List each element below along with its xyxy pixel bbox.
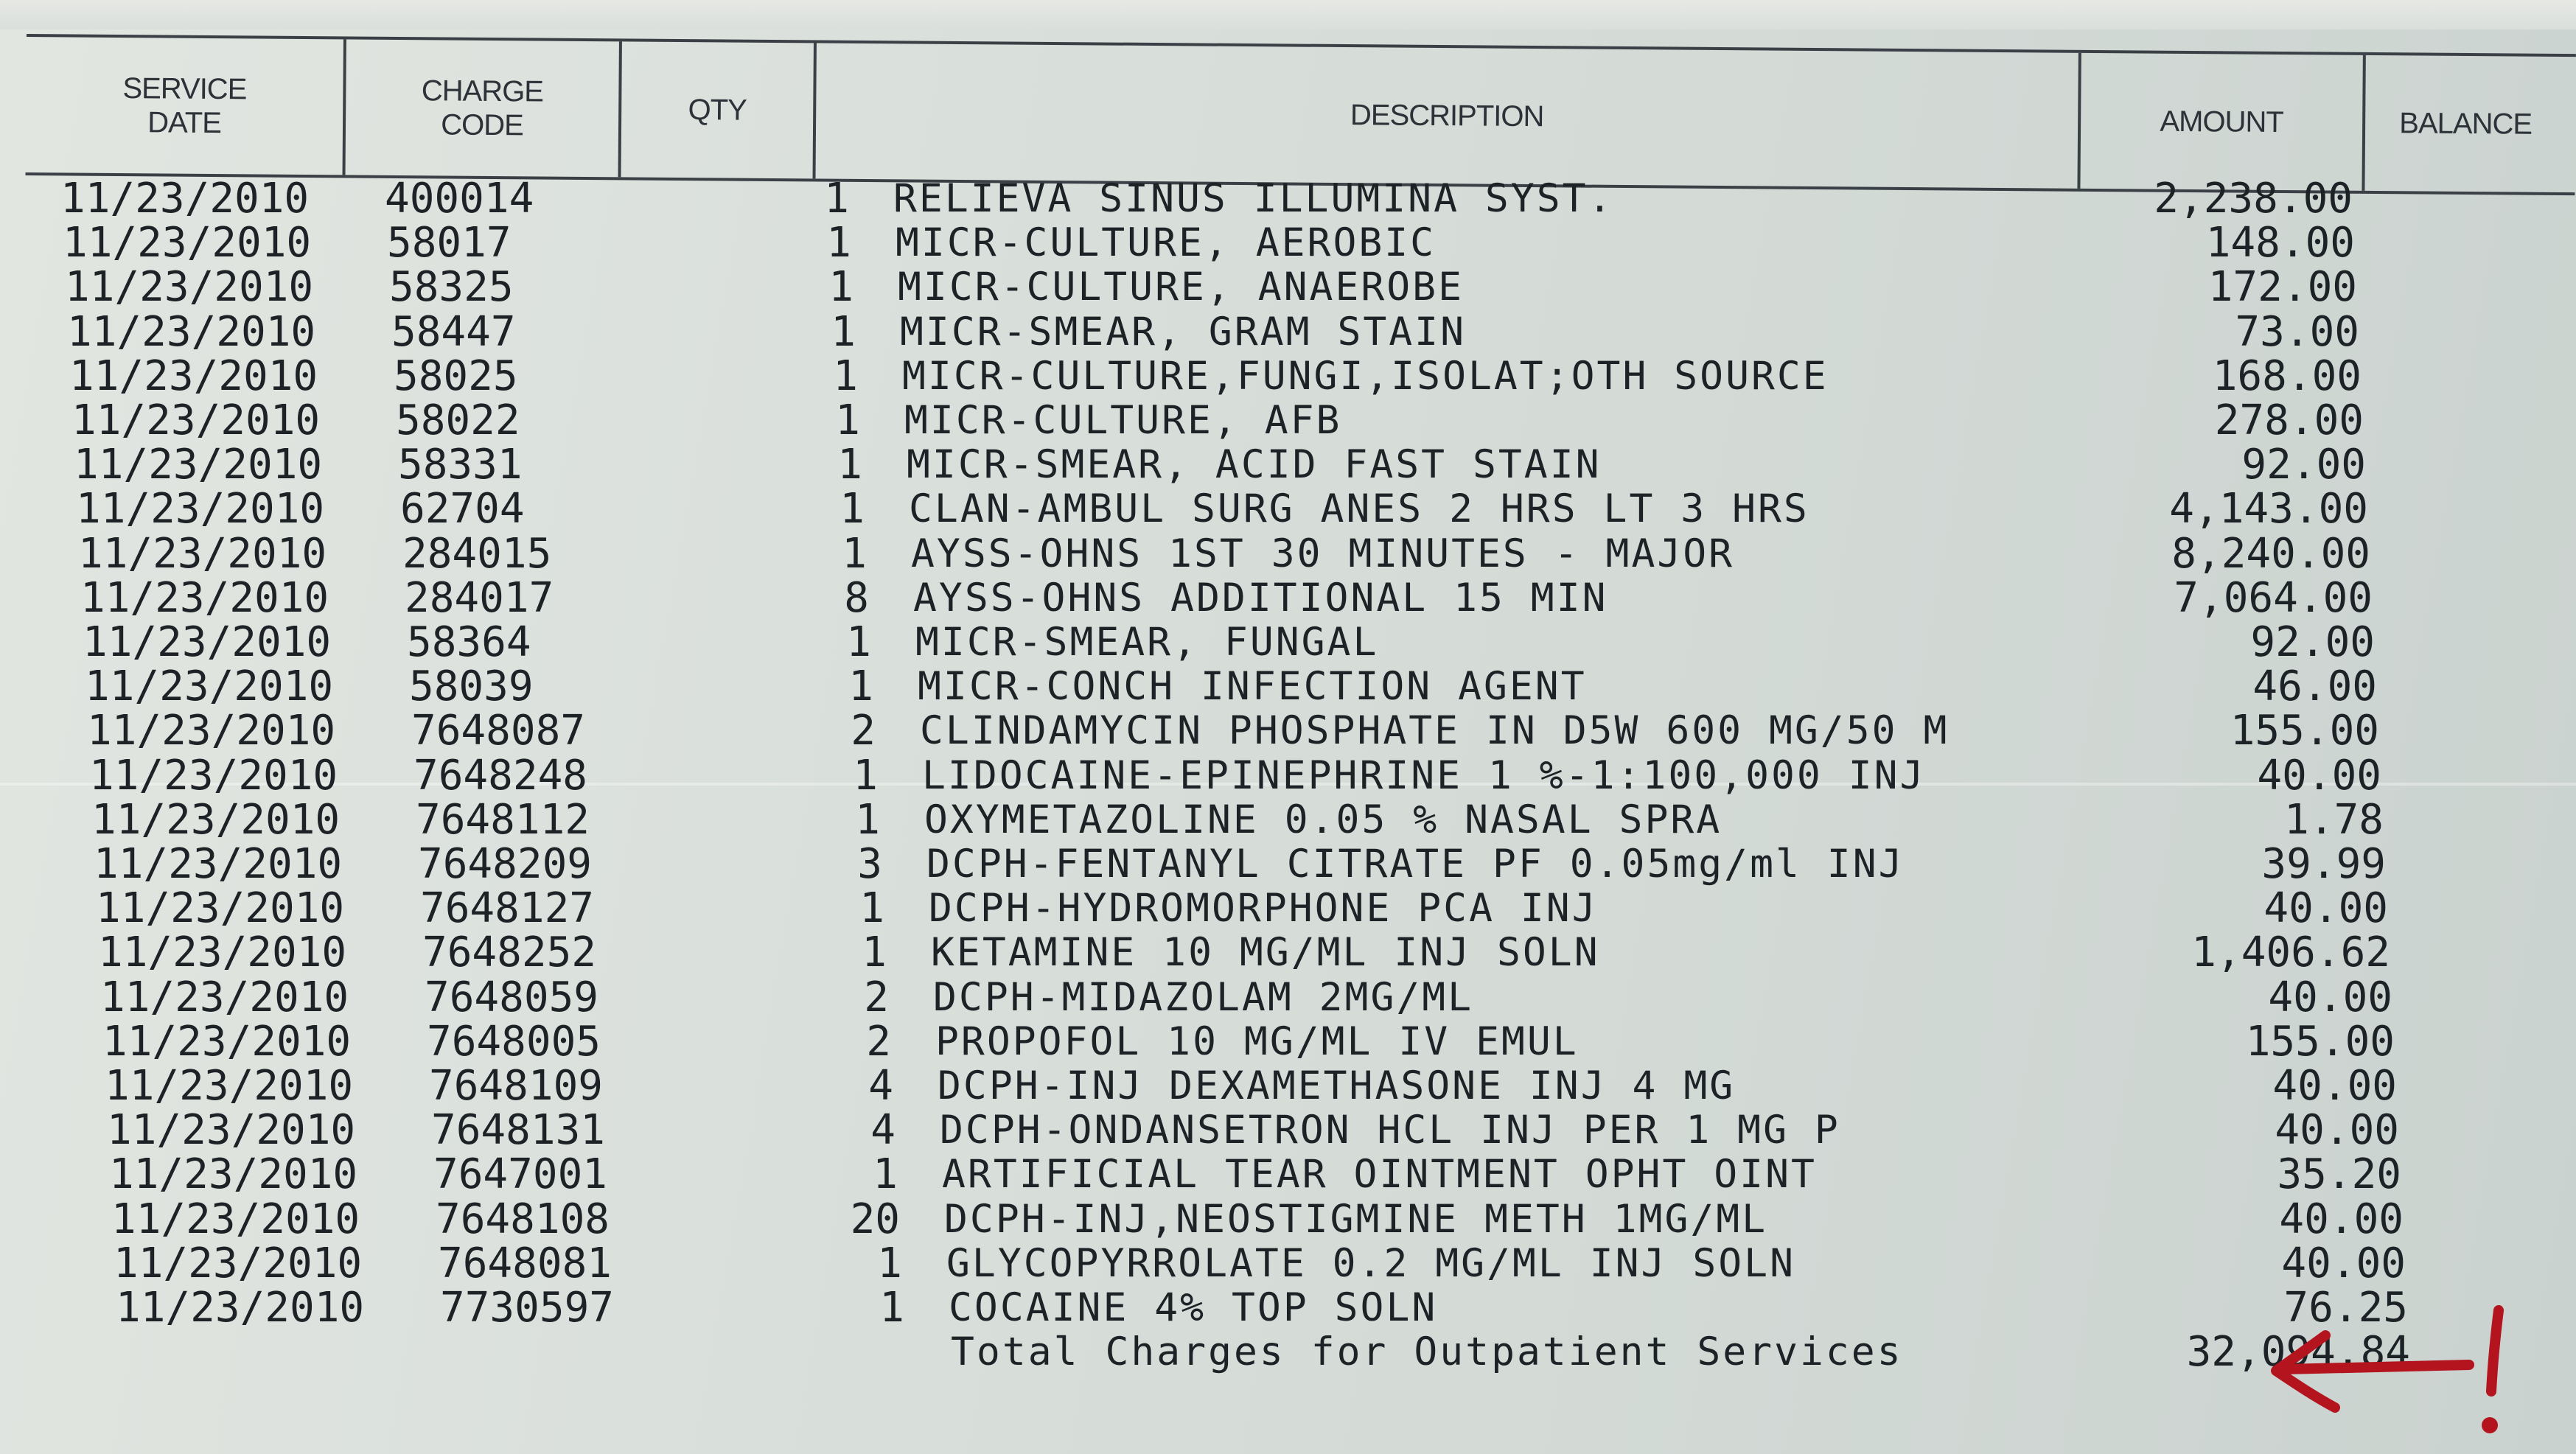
table-row	[94, 842, 2576, 887]
header-amount: AMOUNT	[2160, 105, 2283, 139]
charge-code-cell: 58022	[396, 396, 520, 444]
description-cell: AYSS-OHNS 1ST 30 MINUTES - MAJOR	[911, 531, 1735, 576]
table-row	[96, 884, 2576, 933]
amount-cell: 76.25	[2283, 1284, 2408, 1332]
description-cell: LIDOCAINE-EPINEPHRINE 1 %-1:100,000 INJ	[922, 752, 1926, 798]
table-row	[74, 443, 2576, 487]
service-date-cell: 11/23/2010	[71, 396, 321, 444]
table-row	[114, 1239, 2576, 1287]
description-cell: OXYMETAZOLINE 0.05 % NASAL SPRA	[924, 797, 1722, 842]
amount-cell: 40.00	[2268, 973, 2392, 1021]
service-date-cell: 11/23/2010	[87, 707, 336, 755]
description-cell: MICR-SMEAR, ACID FAST STAIN	[907, 442, 1602, 488]
description-cell: DCPH-ONDANSETRON HCL INJ PER 1 MG P	[940, 1108, 1840, 1153]
qty-cell: 1	[824, 175, 849, 223]
service-date-cell: 11/23/2010	[63, 219, 312, 268]
description-cell: KETAMINE 10 MG/ML INJ SOLN	[931, 930, 1600, 976]
amount-cell: 4,143.00	[2169, 485, 2368, 534]
table-row	[89, 751, 2576, 800]
left-arrow-icon	[2276, 1335, 2469, 1408]
qty-cell: 1	[855, 795, 880, 844]
service-date-cell: 11/23/2010	[83, 618, 332, 666]
amount-cell: 92.00	[2241, 441, 2366, 489]
description-cell: RELIEVA SINUS ILLUMINA SYST.	[893, 176, 1614, 221]
table-row	[102, 1017, 2576, 1066]
charge-code-cell: 58364	[407, 618, 531, 666]
amount-cell: 40.00	[2263, 884, 2388, 933]
charge-code-cell: 7648059	[425, 973, 599, 1021]
amount-cell: 40.00	[2279, 1195, 2404, 1243]
qty-cell: 4	[868, 1062, 893, 1110]
table-row	[67, 307, 2576, 356]
service-date-cell: 11/23/2010	[65, 263, 314, 312]
description-cell: MICR-SMEAR, GRAM STAIN	[900, 309, 1466, 354]
total-amount: 32,094.84	[2186, 1328, 2410, 1377]
charge-code-cell: 7647001	[433, 1150, 608, 1199]
qty-cell: 2	[864, 973, 889, 1021]
service-date-cell: 11/23/2010	[96, 884, 345, 933]
charge-code-cell: 7648252	[422, 929, 597, 977]
table-row	[80, 573, 2576, 622]
service-date-cell: 11/23/2010	[111, 1195, 360, 1243]
header-charge-code: CHARGE CODE	[421, 74, 544, 142]
qty-cell: 1	[859, 884, 884, 933]
amount-cell: 40.00	[2272, 1062, 2397, 1110]
charge-code-cell: 7648209	[418, 840, 593, 888]
description-cell: CLAN-AMBUL SURG ANES 2 HRS LT 3 HRS	[909, 486, 1809, 532]
description-cell: GLYCOPYRROLATE 0.2 MG/ML INJ SOLN	[946, 1240, 1795, 1286]
header-service-date: SERVICE DATE	[122, 72, 247, 140]
amount-cell: 2,238.00	[2154, 175, 2353, 223]
charge-code-cell: 7648108	[436, 1195, 610, 1243]
amount-cell: 8,240.00	[2171, 529, 2370, 578]
charge-code-cell: 7730597	[440, 1284, 615, 1332]
qty-cell: 1	[879, 1284, 904, 1332]
service-date-cell: 11/23/2010	[114, 1239, 363, 1287]
service-date-cell: 11/23/2010	[85, 663, 334, 711]
table-row	[71, 396, 2576, 444]
charge-code-cell: 58017	[387, 219, 512, 268]
header-balance: BALANCE	[2399, 107, 2533, 141]
charge-code-cell: 7648248	[413, 751, 588, 800]
amount-cell: 46.00	[2252, 663, 2377, 711]
qty-cell: 20	[850, 1195, 900, 1243]
service-date-cell: 11/23/2010	[69, 352, 318, 400]
service-date-cell: 11/23/2010	[74, 441, 323, 489]
charge-code-cell: 62704	[400, 485, 525, 534]
service-date-cell: 11/23/2010	[98, 929, 347, 977]
description-cell: MICR-CULTURE, AFB	[904, 398, 1342, 443]
qty-cell: 2	[866, 1017, 891, 1066]
description-cell: MICR-CULTURE, ANAEROBE	[898, 265, 1464, 310]
qty-cell: 1	[828, 263, 854, 312]
amount-cell: 148.00	[2205, 219, 2355, 268]
service-date-cell: 11/23/2010	[91, 795, 341, 844]
description-cell: DCPH-MIDAZOLAM 2MG/ML	[933, 974, 1474, 1020]
table-row	[83, 618, 2576, 666]
qty-cell: 1	[846, 618, 871, 666]
service-date-cell: 11/23/2010	[67, 307, 316, 356]
qty-cell: 4	[870, 1106, 896, 1155]
qty-cell: 2	[851, 707, 876, 755]
description-cell: MICR-CULTURE,FUNGI,ISOLAT;OTH SOURCE	[902, 353, 1829, 399]
amount-cell: 1.78	[2284, 795, 2384, 844]
description-cell: MICR-CULTURE, AEROBIC	[896, 220, 1437, 266]
description-cell: DCPH-INJ,NEOSTIGMINE METH 1MG/ML	[944, 1196, 1768, 1242]
qty-cell: 1	[835, 396, 860, 444]
total-label: Total Charges for Outpatient Services	[951, 1329, 1903, 1375]
charge-code-cell: 7648109	[429, 1062, 604, 1110]
service-date-cell: 11/23/2010	[89, 751, 338, 800]
charge-code-cell: 7648127	[420, 884, 595, 933]
service-date-cell: 11/23/2010	[102, 1017, 352, 1066]
table-row	[107, 1108, 2576, 1153]
table-row	[100, 973, 2576, 1021]
charge-code-cell: 7648112	[416, 795, 590, 844]
table-row	[91, 795, 2576, 844]
description-cell: COCAINE 4% TOP SOLN	[949, 1285, 1438, 1330]
amount-cell: 1,406.62	[2191, 929, 2390, 977]
charge-code-cell: 7648131	[431, 1106, 606, 1155]
service-date-cell: 11/23/2010	[60, 175, 310, 223]
amount-cell: 40.00	[2257, 751, 2381, 800]
table-row	[60, 177, 2576, 221]
header-qty: QTY	[688, 94, 747, 127]
service-date-cell: 11/23/2010	[76, 485, 325, 534]
service-date-cell: 11/23/2010	[107, 1106, 356, 1155]
qty-cell: 3	[857, 840, 882, 888]
description-cell: MICR-CONCH INFECTION AGENT	[918, 664, 1587, 710]
description-cell: ARTIFICIAL TEAR OINTMENT OPHT OINT	[942, 1152, 1817, 1198]
amount-cell: 35.20	[2277, 1150, 2401, 1199]
charge-code-cell: 58447	[391, 307, 516, 356]
description-cell: PROPOFOL 10 MG/ML IV EMUL	[935, 1018, 1579, 1064]
service-date-cell: 11/23/2010	[80, 573, 329, 622]
amount-cell: 40.00	[2281, 1239, 2406, 1287]
qty-cell: 1	[848, 663, 873, 711]
charge-code-cell: 284015	[402, 529, 552, 578]
description-cell: DCPH-FENTANYL CITRATE PF 0.05mg/ml INJ	[926, 842, 1905, 887]
description-cell: MICR-SMEAR, FUNGAL	[915, 620, 1379, 665]
amount-cell: 73.00	[2235, 307, 2359, 356]
charge-code-cell: 58025	[394, 352, 518, 400]
amount-cell: 278.00	[2214, 396, 2364, 444]
table-row	[98, 931, 2576, 975]
total-row	[118, 1328, 2576, 1377]
qty-cell: 1	[853, 751, 878, 800]
table-row	[87, 709, 2576, 753]
table-row	[78, 529, 2576, 578]
description-cell: DCPH-HYDROMORPHONE PCA INJ	[929, 886, 1598, 932]
qty-cell: 1	[837, 441, 862, 489]
qty-cell: 1	[842, 529, 867, 578]
header-description: DESCRIPTION	[1350, 99, 1544, 133]
qty-cell: 8	[844, 573, 869, 622]
charge-code-cell: 7648087	[411, 707, 586, 755]
service-date-cell: 11/23/2010	[94, 840, 343, 888]
table-row	[76, 485, 2576, 534]
amount-cell: 168.00	[2212, 352, 2362, 400]
table-row	[111, 1195, 2576, 1243]
table-row	[105, 1064, 2576, 1108]
qty-cell: 1	[873, 1150, 898, 1199]
table-row	[109, 1150, 2576, 1199]
charge-code-cell: 284017	[405, 573, 554, 622]
table-row	[85, 665, 2576, 709]
charge-code-cell: 7648005	[427, 1017, 601, 1066]
charge-code-cell: 58039	[409, 663, 534, 711]
charge-code-cell: 400014	[385, 175, 534, 223]
service-date-cell: 11/23/2010	[116, 1284, 365, 1332]
charge-code-cell: 58325	[389, 263, 514, 312]
amount-cell: 40.00	[2275, 1106, 2399, 1155]
table-row	[63, 219, 2576, 268]
amount-cell: 7,064.00	[2174, 573, 2373, 622]
exclamation-mark	[2482, 1310, 2499, 1433]
description-cell: DCPH-INJ DEXAMETHASONE INJ 4 MG	[938, 1063, 1736, 1108]
qty-cell: 1	[826, 219, 851, 268]
service-date-cell: 11/23/2010	[105, 1062, 354, 1110]
table-row	[65, 265, 2576, 310]
amount-cell: 172.00	[2207, 263, 2357, 312]
charge-code-cell: 58331	[398, 441, 523, 489]
description-cell: CLINDAMYCIN PHOSPHATE IN D5W 600 MG/50 M	[920, 708, 1950, 754]
service-date-cell: 11/23/2010	[100, 973, 349, 1021]
amount-cell: 155.00	[2245, 1017, 2395, 1066]
amount-cell: 39.99	[2261, 840, 2386, 888]
service-date-cell: 11/23/2010	[109, 1150, 358, 1199]
qty-cell: 1	[831, 307, 856, 356]
charge-code-cell: 7648081	[438, 1239, 612, 1287]
amount-cell: 92.00	[2250, 618, 2375, 666]
table-row	[116, 1286, 2576, 1330]
service-date-cell: 11/23/2010	[78, 529, 327, 578]
qty-cell: 1	[877, 1239, 902, 1287]
qty-cell: 1	[833, 352, 858, 400]
table-row	[69, 354, 2576, 399]
description-cell: AYSS-OHNS ADDITIONAL 15 MIN	[913, 575, 1608, 621]
qty-cell: 1	[862, 929, 887, 977]
handwritten-annotation	[2255, 1297, 2565, 1444]
amount-cell: 155.00	[2230, 707, 2379, 755]
qty-cell: 1	[840, 485, 865, 534]
